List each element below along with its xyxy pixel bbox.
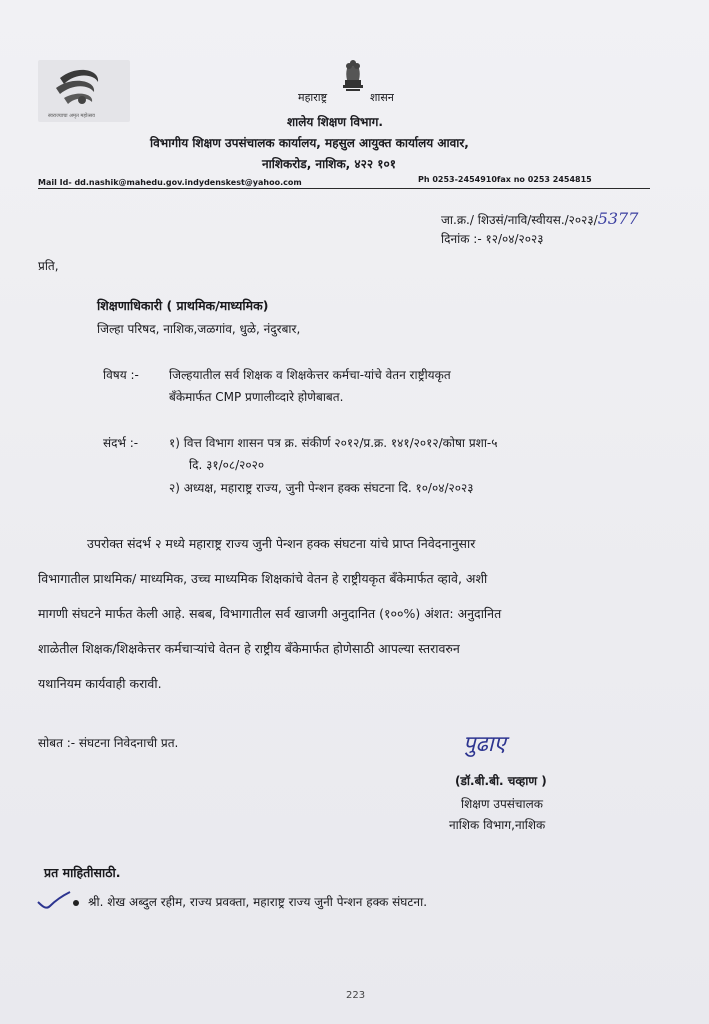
reference-1-line-1: १) वित्त विभाग शासन पत्र क्र. संकीर्ण २०१२/प्र.क्र. १४१/२०१२/कोषा प्रशा-५ — [169, 436, 498, 450]
subject-line-1: जिल्हयातील सर्व शिक्षक व शिक्षकेत्तर कर्मचा-यांचे वेतन राष्ट्रीयकृत — [169, 368, 451, 382]
phone-fax: Ph 0253-2454910fax no 0253 2454815 — [418, 175, 592, 184]
signatory-name: (डॉ.बी.बी. चव्हाण ) — [455, 774, 547, 788]
subject-label: विषय :- — [103, 368, 139, 382]
office-address: नाशिकरोड, नाशिक, ४२२ १०१ — [262, 157, 397, 171]
body-line-4: शाळेतील शिक्षक/शिक्षकेत्तर कर्मचाऱ्यांचे वेतन हे राष्ट्रीय बँकेमार्फत होणेसाठी आपल्या स्तरावरुन — [38, 641, 460, 656]
body-line-1: उपरोक्त संदर्भ २ मध्ये महाराष्ट्र राज्य जुनी पेन्शन हक्क संघटना यांचे प्राप्त निवेदनानुसार — [87, 536, 476, 551]
emblem-label-right: शासन — [370, 91, 394, 104]
page-number: 223 — [346, 990, 366, 1001]
ashoka-emblem-icon — [337, 54, 369, 94]
body-line-5: यथानियम कार्यवाही करावी. — [38, 676, 162, 691]
reference-1-line-2: दि. ३१/०८/२०२० — [189, 458, 265, 472]
header-divider — [38, 188, 650, 189]
copy-heading: प्रत माहितीसाठी. — [44, 865, 121, 880]
reference-handwritten-number: 5377 — [597, 209, 639, 228]
handwritten-signature: पुढाए — [463, 732, 506, 757]
emblem-label-left: महाराष्ट्र — [298, 91, 328, 104]
signatory-designation: शिक्षण उपसंचालक — [461, 797, 543, 811]
office-name: विभागीय शिक्षण उपसंचालक कार्यालय, महसुल आयुक्त कार्यालय आवार, — [150, 136, 469, 150]
handwritten-tick-icon — [36, 890, 72, 912]
reference-2: २) अध्यक्ष, महाराष्ट्र राज्य, जुनी पेन्शन हक्क संघटना दि. १०/०४/२०२३ — [169, 481, 474, 495]
copy-item-1: श्री. शेख अब्दुल रहीम, राज्य प्रवक्ता, महाराष्ट्र राज्य जुनी पेन्शन हक्क संघटना. — [88, 895, 428, 909]
mail-id: Mail Id- dd.nashik@mahedu.gov.indydenskest@yahoo.com — [38, 178, 302, 187]
body-line-3: मागणी संघटने मार्फत केली आहे. सबब, विभागातील सर्व खाजगी अनुदानित (१००%) अंशत: अनुदानित — [38, 606, 502, 621]
recipient-address: जिल्हा परिषद, नाशिक,जळगांव, धुळे, नंदुरबार, — [97, 322, 301, 336]
prati-label: प्रति, — [38, 259, 59, 273]
reference-prefix: जा.क्र./ शिउसं/नावि/स्वीयस./२०२३/ — [441, 213, 598, 227]
recipient-title: शिक्षणाधिकारी ( प्राथमिक/माध्यमिक) — [97, 298, 269, 313]
letter-date: दिनांक :- १२/०४/२०२३ — [441, 232, 544, 246]
logo-caption: स्वराज्याचा अमृत महोत्सव — [48, 113, 95, 119]
references-label: संदर्भ :- — [103, 436, 139, 450]
body-line-2: विभागातील प्राथमिक/ माध्यमिक, उच्च माध्यमिक शिक्षकांचे वेतन हे राष्ट्रीयकृत बँकेमार्फत व्हावे, अशी — [38, 571, 488, 586]
signatory-office: नाशिक विभाग,नाशिक — [449, 818, 546, 832]
enclosure-note: सोबत :- संघटना निवेदनाची प्रत. — [38, 736, 179, 750]
department-name: शालेय शिक्षण विभाग. — [287, 115, 383, 129]
reference-number — [441, 209, 638, 228]
subject-line-2: बँकेमार्फत CMP प्रणालीव्दारे होणेबाबत. — [169, 390, 344, 404]
bullet-icon — [73, 900, 79, 906]
